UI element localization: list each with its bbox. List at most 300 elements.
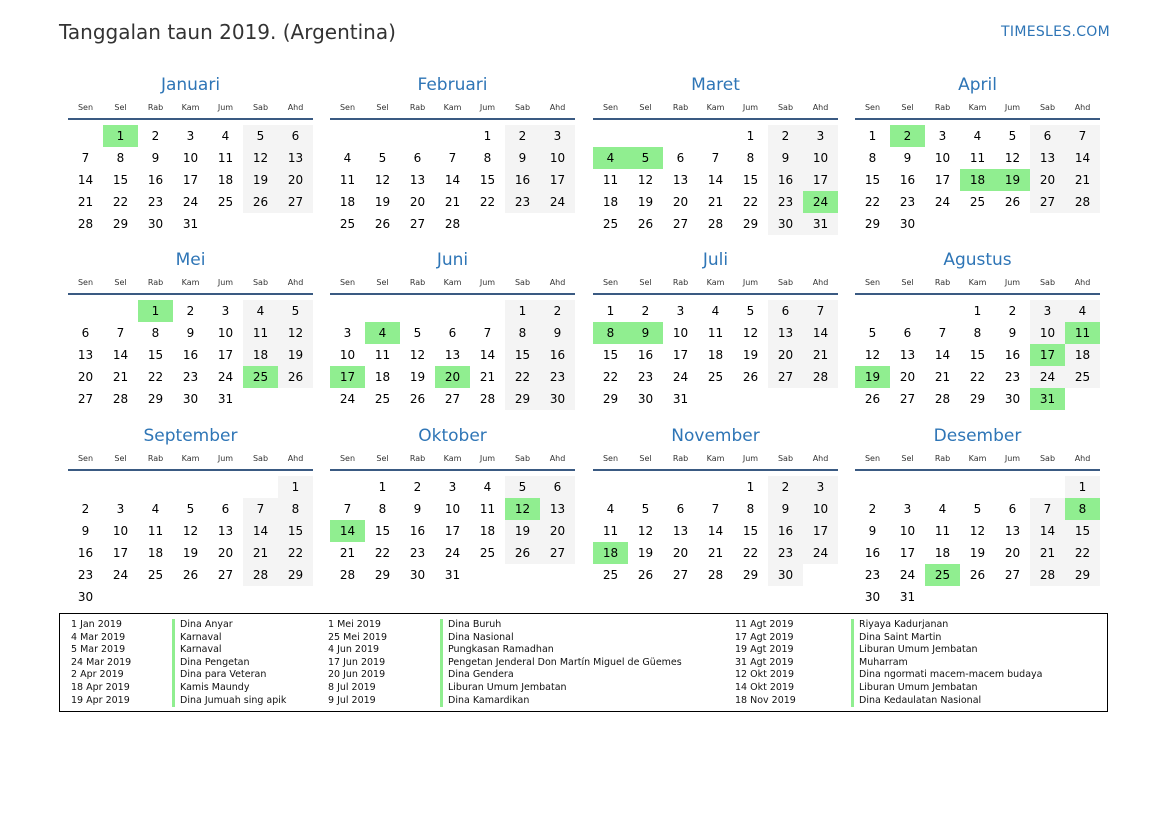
day-cell: 16 — [409, 524, 426, 538]
weekday-label: Rab — [147, 103, 164, 112]
day-cell: 4 — [938, 502, 947, 516]
day-cell: 8 — [505, 322, 540, 344]
day-cell: 25 — [969, 195, 986, 209]
day-cell: 10 — [444, 502, 461, 516]
weekday-label: Jum — [742, 454, 759, 463]
day-cell: 2 — [768, 125, 803, 147]
day-cell: 5 — [378, 151, 387, 165]
weekday-label: Sab — [252, 103, 269, 112]
day-cell: 12 — [1004, 151, 1021, 165]
day-cell: 6 — [1030, 125, 1065, 147]
day-cell: 23 — [505, 191, 540, 213]
month-title: Desember — [933, 426, 1022, 446]
day-cell: 13 — [409, 173, 426, 187]
day-cell: 3 — [448, 480, 457, 494]
day-cell: 19 — [243, 169, 278, 191]
day-cell: 17 — [672, 348, 689, 362]
day-cell: 2 — [641, 304, 650, 318]
weekday-header — [593, 97, 838, 120]
weekday-label: Sen — [77, 454, 94, 463]
day-cell: 27 — [540, 542, 575, 564]
day-cell: 19 — [505, 520, 540, 542]
weekday-label: Jum — [742, 103, 759, 112]
month-title: Maret — [691, 75, 740, 95]
day-cell: 14 — [803, 322, 838, 344]
day-grid — [330, 120, 575, 235]
day-cell: 5 — [243, 125, 278, 147]
day-cell: 20 — [899, 370, 916, 384]
weekday-label: Sab — [777, 278, 794, 287]
day-cell: 19 — [742, 348, 759, 362]
day-cell: 24 — [934, 195, 951, 209]
day-cell: 31 — [803, 213, 838, 235]
empty-day-cell — [925, 300, 960, 322]
day-cell: 22 — [479, 195, 496, 209]
month-calendar-november — [593, 424, 838, 586]
month-title: Oktober — [418, 426, 487, 446]
weekday-label: Ahd — [1074, 278, 1091, 287]
empty-day-cell — [698, 476, 733, 498]
day-cell: 11 — [339, 173, 356, 187]
day-cell: 18 — [339, 195, 356, 209]
day-cell: 7 — [448, 151, 457, 165]
weekday-label: Sel — [114, 454, 127, 463]
day-cell: 24 — [803, 542, 838, 564]
day-cell: 18 — [707, 348, 724, 362]
day-cell: 10 — [803, 498, 838, 520]
day-cell: 27 — [768, 366, 803, 388]
holiday-day-cell: 19 — [995, 169, 1030, 191]
day-cell: 14 — [112, 348, 129, 362]
day-cell: 4 — [243, 300, 278, 322]
day-cell: 12 — [374, 173, 391, 187]
month-calendar-september — [68, 424, 313, 608]
day-cell: 2 — [505, 125, 540, 147]
day-cell: 2 — [413, 480, 422, 494]
empty-day-cell — [435, 300, 470, 322]
legend-date: 5 Mar 2019 — [71, 644, 126, 656]
legend-holiday-name: Dina Nasional — [448, 631, 514, 643]
day-cell: 5 — [868, 326, 877, 340]
day-cell: 29 — [864, 217, 881, 231]
empty-day-cell — [470, 300, 505, 322]
day-cell: 4 — [151, 502, 160, 516]
empty-day-cell — [593, 125, 628, 147]
holiday-day-cell: 1 — [103, 125, 138, 147]
day-cell: 10 — [899, 524, 916, 538]
weekday-label: Sel — [901, 454, 914, 463]
day-cell: 13 — [1030, 147, 1065, 169]
day-cell: 6 — [221, 502, 230, 516]
day-cell: 12 — [182, 524, 199, 538]
day-cell: 6 — [413, 151, 422, 165]
day-cell: 14 — [934, 348, 951, 362]
day-cell: 21 — [707, 546, 724, 560]
empty-day-cell — [663, 125, 698, 147]
weekday-label: Kam — [706, 278, 725, 287]
month-title: April — [958, 75, 997, 95]
legend-holiday-name: Dina Pengetan — [180, 656, 250, 668]
day-cell: 22 — [112, 195, 129, 209]
month-title: Juli — [702, 250, 729, 270]
legend-holiday-name: Dina Kamardikan — [448, 694, 530, 706]
legend-holiday-name: Dina Buruh — [448, 619, 502, 630]
day-grid — [593, 120, 838, 235]
legend-holiday-name: Dina Kedaulatan Nasional — [859, 694, 982, 706]
holiday-day-cell: 11 — [1065, 322, 1100, 344]
day-cell: 9 — [768, 147, 803, 169]
day-cell: 23 — [409, 546, 426, 560]
weekday-label: Ahd — [287, 278, 304, 287]
day-cell: 24 — [899, 568, 916, 582]
day-cell: 17 — [934, 173, 951, 187]
day-cell: 28 — [707, 217, 724, 231]
weekday-label: Rab — [934, 103, 951, 112]
holiday-day-cell: 14 — [330, 520, 365, 542]
day-cell: 13 — [672, 524, 689, 538]
legend-date: 18 Apr 2019 — [71, 681, 130, 693]
empty-day-cell — [628, 125, 663, 147]
day-cell: 29 — [742, 217, 759, 231]
day-cell: 3 — [803, 125, 838, 147]
day-cell: 19 — [637, 195, 654, 209]
weekday-label: Ahd — [549, 103, 566, 112]
day-cell: 27 — [444, 392, 461, 406]
empty-day-cell — [68, 476, 103, 498]
brand-logo-text[interactable]: TIMESLES.COM — [1001, 24, 1110, 40]
day-cell: 2 — [186, 304, 195, 318]
day-cell: 3 — [676, 304, 685, 318]
day-cell: 30 — [768, 564, 803, 586]
day-cell: 8 — [973, 326, 982, 340]
month-calendar-juli — [593, 248, 838, 410]
day-cell: 6 — [676, 502, 685, 516]
day-cell: 16 — [899, 173, 916, 187]
empty-day-cell — [435, 125, 470, 147]
holiday-day-cell: 12 — [505, 498, 540, 520]
legend-date: 31 Agt 2019 — [735, 656, 794, 668]
day-cell: 3 — [343, 326, 352, 340]
legend-holiday-name: Dina Jumuah sing apik — [180, 694, 287, 706]
day-cell: 12 — [969, 524, 986, 538]
page-title: Tanggalan taun 2019. (Argentina) — [59, 20, 396, 44]
day-cell: 3 — [116, 502, 125, 516]
weekday-label: Rab — [409, 278, 426, 287]
day-cell: 18 — [147, 546, 164, 560]
day-cell: 30 — [637, 392, 654, 406]
empty-day-cell — [628, 476, 663, 498]
legend-date: 19 Apr 2019 — [71, 694, 130, 706]
weekday-label: Sen — [864, 278, 881, 287]
month-calendar-juni — [330, 248, 575, 410]
day-cell: 20 — [217, 546, 234, 560]
day-cell: 14 — [1065, 147, 1100, 169]
day-cell: 30 — [1004, 392, 1021, 406]
weekday-header — [593, 448, 838, 471]
month-title: September — [143, 426, 238, 446]
day-cell: 26 — [864, 392, 881, 406]
day-cell: 9 — [540, 322, 575, 344]
day-cell: 7 — [711, 151, 720, 165]
holiday-day-cell: 18 — [593, 542, 628, 564]
legend-dates-col-1 — [71, 619, 131, 707]
weekday-label: Kam — [706, 103, 725, 112]
day-cell: 3 — [1030, 300, 1065, 322]
legend-holiday-name: Muharram — [859, 656, 908, 668]
day-cell: 8 — [746, 502, 755, 516]
legend-holiday-name: Pungkasan Ramadhan — [448, 644, 554, 656]
day-cell: 23 — [147, 195, 164, 209]
day-cell: 22 — [505, 366, 540, 388]
day-cell: 19 — [969, 546, 986, 560]
day-cell: 18 — [602, 195, 619, 209]
day-cell: 28 — [1065, 191, 1100, 213]
day-cell: 31 — [444, 568, 461, 582]
day-cell: 8 — [746, 151, 755, 165]
day-cell: 14 — [444, 173, 461, 187]
day-cell: 1 — [606, 304, 615, 318]
holiday-day-cell: 20 — [435, 366, 470, 388]
day-cell: 27 — [409, 217, 426, 231]
day-cell: 31 — [672, 392, 689, 406]
holiday-day-cell: 2 — [890, 125, 925, 147]
legend-holiday-name: Dina Saint Martin — [859, 631, 942, 643]
day-cell: 4 — [973, 129, 982, 143]
weekday-header — [330, 97, 575, 120]
weekday-header — [68, 97, 313, 120]
empty-day-cell — [400, 125, 435, 147]
day-cell: 15 — [1065, 520, 1100, 542]
day-cell: 20 — [278, 169, 313, 191]
empty-day-cell — [890, 476, 925, 498]
day-cell: 10 — [803, 147, 838, 169]
weekday-label: Sab — [252, 278, 269, 287]
weekday-label: Ahd — [1074, 103, 1091, 112]
day-cell: 7 — [116, 326, 125, 340]
day-cell: 5 — [186, 502, 195, 516]
day-cell: 7 — [803, 300, 838, 322]
day-cell: 17 — [182, 173, 199, 187]
day-cell: 20 — [768, 344, 803, 366]
day-cell: 6 — [903, 326, 912, 340]
day-cell: 29 — [505, 388, 540, 410]
day-cell: 30 — [899, 217, 916, 231]
weekday-label: Rab — [672, 103, 689, 112]
weekday-label: Kam — [181, 454, 200, 463]
day-cell: 28 — [479, 392, 496, 406]
weekday-label: Sel — [376, 103, 389, 112]
day-cell: 7 — [711, 502, 720, 516]
legend-holiday-name: Liburan Umum Jembatan — [859, 681, 978, 693]
empty-day-cell — [103, 300, 138, 322]
day-cell: 10 — [1030, 322, 1065, 344]
weekday-label: Ahd — [812, 454, 829, 463]
weekday-label: Ahd — [812, 278, 829, 287]
holiday-day-cell: 8 — [1065, 498, 1100, 520]
day-cell: 18 — [217, 173, 234, 187]
weekday-label: Kam — [968, 278, 987, 287]
day-cell: 15 — [864, 173, 881, 187]
day-cell: 3 — [221, 304, 230, 318]
holiday-day-cell: 17 — [1030, 344, 1065, 366]
day-cell: 30 — [409, 568, 426, 582]
day-cell: 16 — [637, 348, 654, 362]
day-cell: 17 — [112, 546, 129, 560]
day-cell: 20 — [540, 520, 575, 542]
weekday-label: Jum — [742, 278, 759, 287]
day-cell: 27 — [672, 568, 689, 582]
month-title: Juni — [436, 250, 469, 270]
day-cell: 25 — [602, 217, 619, 231]
day-grid — [68, 120, 313, 235]
day-cell: 25 — [217, 195, 234, 209]
legend-names-col-3 — [851, 619, 1042, 707]
day-cell: 11 — [969, 151, 986, 165]
day-cell: 16 — [182, 348, 199, 362]
day-cell: 26 — [374, 217, 391, 231]
month-calendar-mei — [68, 248, 313, 410]
day-cell: 5 — [641, 502, 650, 516]
day-cell: 8 — [378, 502, 387, 516]
day-cell: 12 — [409, 348, 426, 362]
day-cell: 24 — [672, 370, 689, 384]
weekday-label: Sel — [901, 103, 914, 112]
day-cell: 21 — [444, 195, 461, 209]
day-cell: 17 — [217, 348, 234, 362]
empty-day-cell — [855, 300, 890, 322]
weekday-label: Kam — [968, 103, 987, 112]
day-cell: 10 — [934, 151, 951, 165]
weekday-label: Kam — [443, 278, 462, 287]
day-cell: 11 — [602, 524, 619, 538]
day-cell: 26 — [409, 392, 426, 406]
day-cell: 25 — [602, 568, 619, 582]
day-cell: 24 — [540, 191, 575, 213]
day-cell: 13 — [444, 348, 461, 362]
legend-date: 17 Agt 2019 — [735, 631, 794, 643]
weekday-label: Sab — [777, 454, 794, 463]
weekday-label: Sel — [114, 103, 127, 112]
day-cell: 17 — [899, 546, 916, 560]
day-cell: 22 — [602, 370, 619, 384]
day-cell: 3 — [540, 125, 575, 147]
weekday-label: Kam — [181, 103, 200, 112]
day-cell: 28 — [1030, 564, 1065, 586]
day-cell: 5 — [278, 300, 313, 322]
day-cell: 1 — [378, 480, 387, 494]
weekday-label: Jum — [1004, 103, 1021, 112]
day-cell: 27 — [217, 568, 234, 582]
day-cell: 20 — [409, 195, 426, 209]
day-cell: 13 — [540, 498, 575, 520]
day-cell: 9 — [81, 524, 90, 538]
empty-day-cell — [995, 476, 1030, 498]
weekday-header — [855, 272, 1100, 295]
day-grid — [68, 295, 313, 410]
holiday-day-cell: 8 — [593, 322, 628, 344]
empty-day-cell — [855, 476, 890, 498]
empty-day-cell — [925, 476, 960, 498]
weekday-label: Sab — [1039, 103, 1056, 112]
weekday-header — [330, 448, 575, 471]
weekday-header — [593, 272, 838, 295]
day-cell: 23 — [768, 191, 803, 213]
day-cell: 25 — [147, 568, 164, 582]
weekday-label: Sel — [901, 278, 914, 287]
day-cell: 26 — [637, 217, 654, 231]
day-cell: 13 — [217, 524, 234, 538]
empty-day-cell — [330, 300, 365, 322]
day-cell: 16 — [864, 546, 881, 560]
legend-date: 20 Jun 2019 — [328, 669, 386, 681]
day-cell: 6 — [81, 326, 90, 340]
day-cell: 3 — [803, 476, 838, 498]
day-cell: 11 — [217, 151, 234, 165]
weekday-label: Rab — [672, 278, 689, 287]
weekday-label: Sel — [639, 454, 652, 463]
day-cell: 16 — [768, 520, 803, 542]
weekday-header — [330, 272, 575, 295]
day-cell: 26 — [637, 568, 654, 582]
day-cell: 10 — [217, 326, 234, 340]
month-title: Februari — [417, 75, 488, 95]
day-cell: 10 — [339, 348, 356, 362]
empty-day-cell — [330, 476, 365, 498]
weekday-label: Sel — [114, 278, 127, 287]
day-cell: 1 — [973, 304, 982, 318]
legend-date: 25 Mei 2019 — [328, 631, 387, 643]
day-cell: 7 — [938, 326, 947, 340]
day-cell: 2 — [540, 300, 575, 322]
day-cell: 12 — [637, 173, 654, 187]
day-cell: 19 — [637, 546, 654, 560]
day-cell: 17 — [444, 524, 461, 538]
weekday-label: Jum — [479, 278, 496, 287]
weekday-label: Rab — [147, 278, 164, 287]
day-cell: 9 — [868, 524, 877, 538]
day-cell: 9 — [186, 326, 195, 340]
day-cell: 14 — [1030, 520, 1065, 542]
day-cell: 1 — [505, 300, 540, 322]
day-cell: 4 — [606, 502, 615, 516]
weekday-label: Rab — [409, 454, 426, 463]
day-cell: 14 — [707, 524, 724, 538]
empty-day-cell — [173, 476, 208, 498]
weekday-label: Ahd — [549, 278, 566, 287]
day-cell: 26 — [742, 370, 759, 384]
day-cell: 11 — [934, 524, 951, 538]
weekday-label: Sel — [376, 454, 389, 463]
legend-holiday-name: Kamis Maundy — [180, 681, 250, 693]
empty-day-cell — [330, 125, 365, 147]
day-cell: 6 — [1008, 502, 1017, 516]
day-cell: 9 — [903, 151, 912, 165]
weekday-header — [855, 97, 1100, 120]
day-cell: 14 — [243, 520, 278, 542]
day-cell: 27 — [1004, 568, 1021, 582]
day-cell: 11 — [602, 173, 619, 187]
weekday-label: Kam — [443, 103, 462, 112]
weekday-label: Jum — [479, 454, 496, 463]
day-cell: 31 — [899, 590, 916, 604]
day-cell: 7 — [483, 326, 492, 340]
day-cell: 8 — [116, 151, 125, 165]
day-cell: 26 — [505, 542, 540, 564]
month-calendar-maret — [593, 73, 838, 235]
day-cell: 31 — [182, 217, 199, 231]
day-cell: 21 — [1065, 169, 1100, 191]
day-cell: 21 — [1030, 542, 1065, 564]
